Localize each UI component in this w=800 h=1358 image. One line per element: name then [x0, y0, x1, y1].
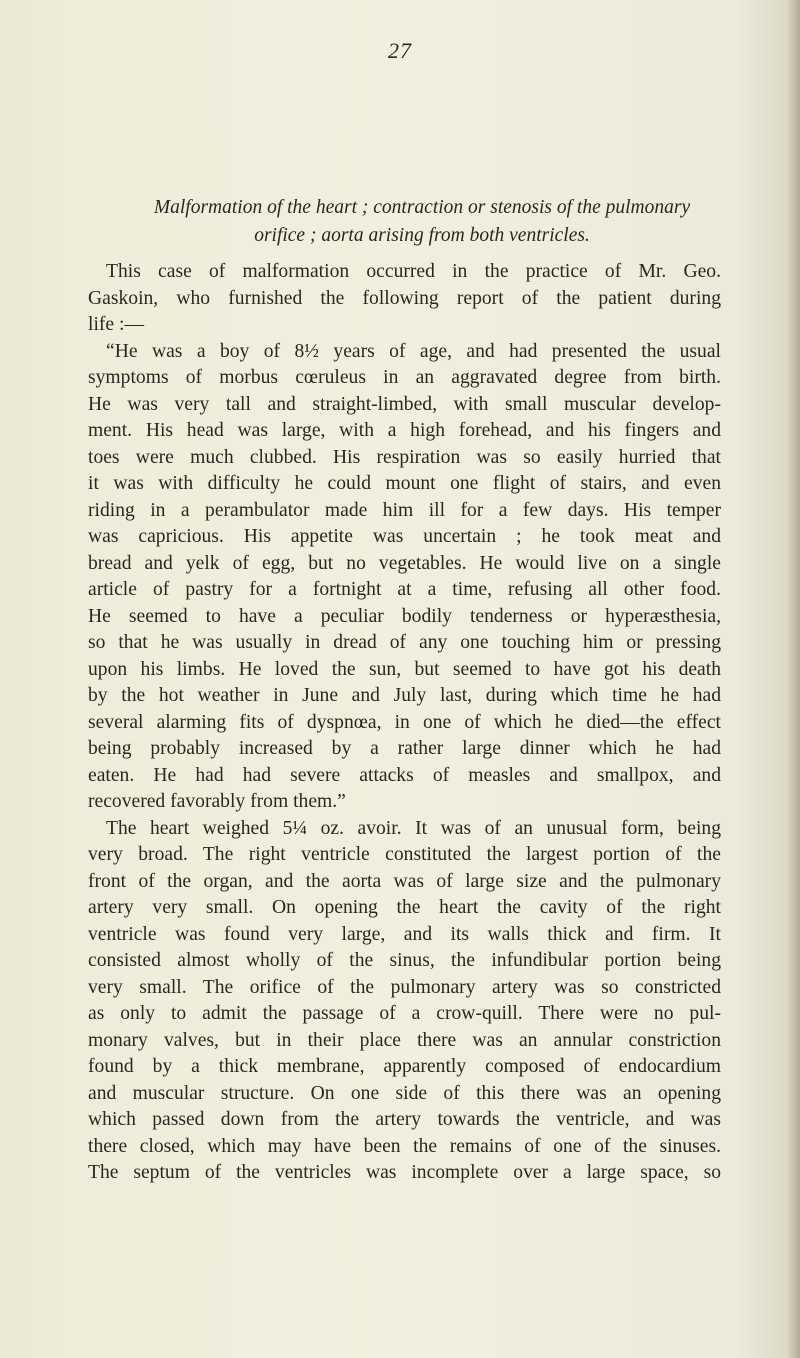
text-line: “He was a boy of 8½ years of age, and had presented the usual [106, 340, 721, 362]
text-line: by the hot weather in June and July last, during which time he had [88, 685, 721, 706]
text-line: bread and yelk of egg, but no vegetables. He would live on a single [88, 552, 721, 574]
text-line: The septum of the ventricles was incomplete over a large space, so [88, 1162, 721, 1183]
page-edge-shadow [786, 0, 800, 1358]
text-line: recovered favorably from them.” [88, 791, 346, 812]
text-line: The heart weighed 5¼ oz. avoir. It was of an unusual form, being [106, 817, 721, 839]
text-line: very broad. The right ventricle constituted the largest portion of the [88, 844, 721, 865]
text-line: and muscular structure. On one side of this there was an opening [88, 1082, 721, 1104]
text-line: so that he was usually in dread of any one touching him or pressing [88, 632, 721, 653]
text-line: front of the organ, and the aorta was of large size and the pulmonary [88, 870, 721, 892]
body-text [88, 259, 721, 1187]
section-title [112, 194, 732, 250]
text-line: monary valves, but in their place there was an annular constriction [88, 1029, 721, 1051]
text-line: which passed down from the artery towards the ventricle, and was [88, 1109, 721, 1130]
text-line: consisted almost wholly of the sinus, the infundibular portion being [88, 950, 721, 971]
text-line: article of pastry for a fortnight at a time, refusing all other food. [88, 579, 721, 600]
text-line: being probably increased by a rather large dinner which he had [88, 738, 721, 759]
text-line: several alarming fits of dyspnœa, in one of which he died—the effect [88, 711, 721, 733]
text-line: symptoms of morbus cœruleus in an aggravated degree from birth. [88, 367, 721, 388]
text-line: life :— [88, 314, 145, 335]
text-line: was capricious. His appetite was uncertain ; he took meat and [88, 526, 721, 547]
text-line: upon his limbs. He loved the sun, but seemed to have got his death [88, 658, 721, 680]
section-title-line: orifice ; aorta arising from both ventricles. [254, 225, 590, 246]
text-line: This case of malformation occurred in the practice of Mr. Geo. [106, 261, 721, 282]
text-line: found by a thick membrane, apparently composed of endocardium [88, 1056, 721, 1077]
page-number: 27 [388, 38, 412, 63]
text-line: He seemed to have a peculiar bodily tenderness or hyperæsthesia, [88, 605, 721, 627]
text-line: Gaskoin, who furnished the following report of the patient during [88, 287, 721, 309]
text-line: ventricle was found very large, and its walls thick and firm. It [88, 923, 721, 945]
text-line: riding in a perambulator made him ill for a few days. His temper [88, 499, 721, 521]
text-line: He was very tall and straight-limbed, with small muscular develop- [88, 393, 721, 415]
text-line: artery very small. On opening the heart the cavity of the right [88, 897, 721, 918]
text-line: toes were much clubbed. His respiration was so easily hurried that [88, 446, 721, 468]
text-line: eaten. He had had severe attacks of measles and smallpox, and [88, 764, 721, 786]
text-line: very small. The orifice of the pulmonary artery was so constricted [88, 976, 721, 998]
text-line: there closed, which may have been the remains of one of the sinuses. [88, 1135, 721, 1157]
text-line: as only to admit the passage of a crow-quill. There were no pul- [88, 1003, 721, 1024]
text-line: ment. His head was large, with a high forehead, and his fingers and [88, 420, 721, 441]
text-line: it was with difficulty he could mount one flight of stairs, and even [88, 473, 721, 494]
section-title-line: Malformation of the heart ; contraction or stenosis of the pulmonary [153, 197, 691, 218]
